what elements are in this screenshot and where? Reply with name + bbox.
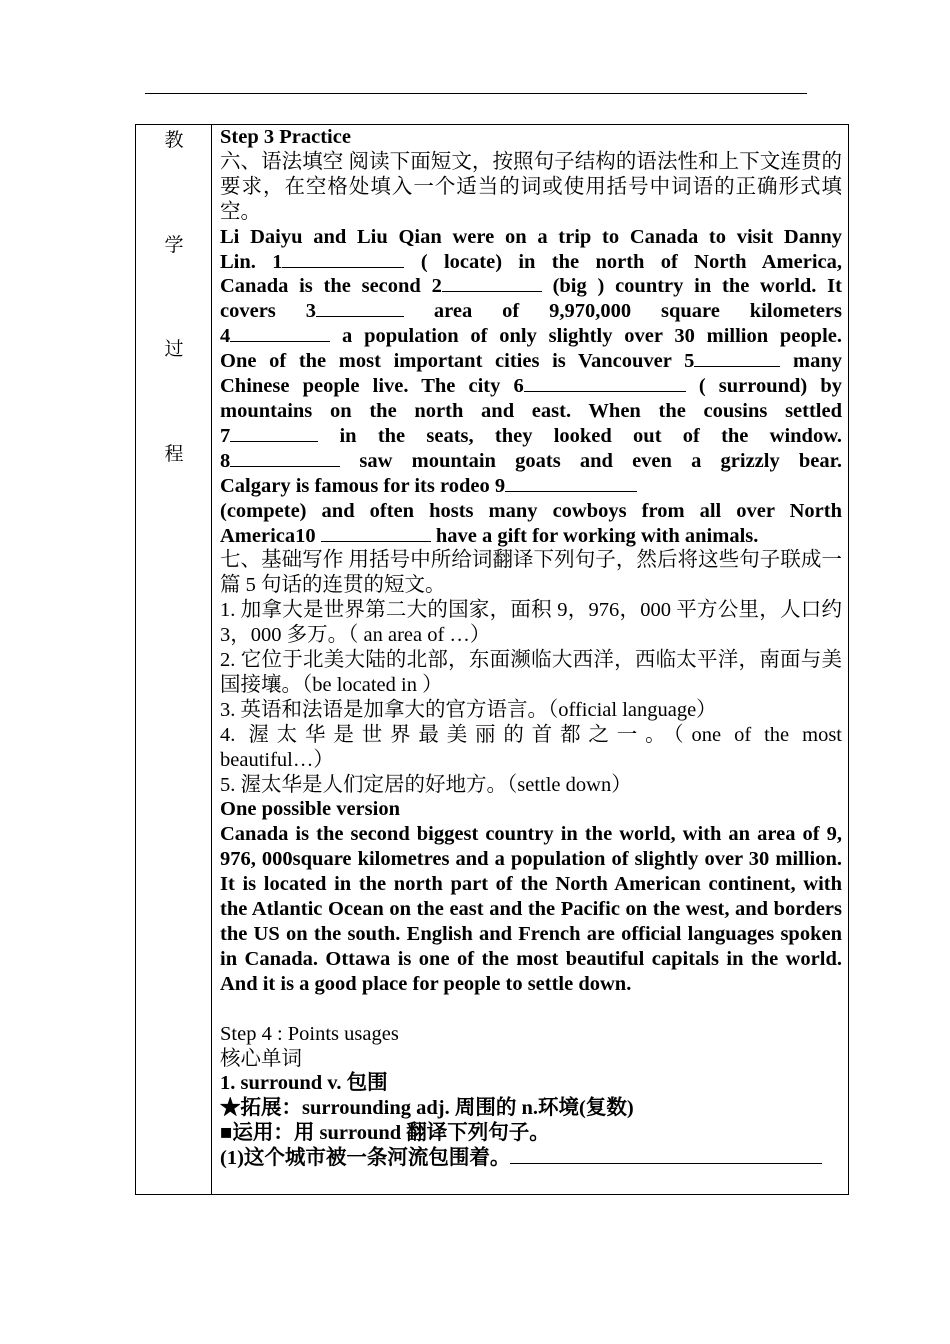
cloze-text: One of the most important cities is Vancouver 5 <box>220 350 695 373</box>
side-label-jiao: 教 <box>164 130 184 151</box>
cloze-line <box>220 524 842 549</box>
cloze-line <box>220 374 842 399</box>
cloze-line: (compete) and often hosts many cowboys from all over North <box>220 499 842 522</box>
translation-sentence-5: 5. 渥太华是人们定居的好地方。（settle down） <box>220 773 632 796</box>
cloze-line <box>220 250 842 275</box>
cloze-text: Lin. 1 <box>220 250 283 273</box>
blank-5[interactable] <box>694 349 780 367</box>
cloze-passage <box>220 225 842 549</box>
cloze-line <box>220 349 842 374</box>
version-text: Canada is the second biggest country in the world, with an area of 9, 976, 000square kilometres and a population of slightly over 30 million. It is located in the north part of the North American continent, with the Atlantic Ocean on the east and the Pacific on the west, and borders the US on the south. English and French are official languages spoken in Canada. Ottawa is one of the most beautiful capitals in the world. And it is a good place for people to settle down. <box>220 823 842 995</box>
blank-3[interactable] <box>316 299 404 317</box>
word-surround: 1. surround v. 包围 <box>220 1072 388 1095</box>
step3-heading: Step 3 Practice <box>220 126 351 148</box>
cloze-text: saw mountain goats and even a grizzly bear. <box>340 449 842 472</box>
side-label-guo: 过 <box>164 339 184 360</box>
cloze-text: (big ) country in the world. It <box>541 275 842 298</box>
application-note: ■运用：用 surround 翻译下列句子。 <box>220 1122 550 1145</box>
section6-title: 六、语法填空 阅读下面短文，按照句子结构的语法性和上下文连贯的要求，在空格处填入一个适当的词或使用括号中词语的正确形式填空。 <box>220 150 842 223</box>
translation-sentence-4-line2: beautiful…） <box>220 748 334 771</box>
header-rule <box>145 93 807 94</box>
cloze-text: America10 <box>220 524 321 547</box>
cloze-text: in the seats, they looked out of the window. <box>318 424 842 447</box>
lesson-table <box>135 124 849 1195</box>
cloze-line <box>220 324 842 349</box>
cloze-text: area of 9,970,000 square kilometers <box>403 300 842 323</box>
cloze-text: a population of only slightly over 30 million people. <box>330 325 842 348</box>
section7-title: 七、基础写作 用括号中所给词翻译下列句子，然后将这些句子联成一篇 5 句话的连贯的短文。 <box>220 549 842 597</box>
cloze-text: Chinese people live. The city 6 <box>220 375 524 398</box>
blank-2[interactable] <box>442 274 542 292</box>
cloze-text: have a gift for working with animals. <box>430 524 759 547</box>
cloze-line <box>220 424 842 449</box>
blank-9[interactable] <box>505 474 637 492</box>
cloze-text: 4 <box>220 325 231 348</box>
blank-6[interactable] <box>524 374 686 392</box>
translation-sentence-1: 1. 加拿大是世界第二大的国家，面积 9，976，000 平方公里，人口约 3，000 多万。（ an area of …） <box>220 599 842 647</box>
cloze-text: many <box>780 350 842 373</box>
core-words-heading: 核心单词 <box>220 1047 302 1070</box>
version-title: One possible version <box>220 798 400 821</box>
cloze-text: ( surround) by <box>685 375 842 398</box>
cloze-text: 7 <box>220 424 231 447</box>
exercise-1 <box>220 1146 842 1171</box>
lesson-content <box>220 125 842 1194</box>
side-label-column <box>136 125 212 1194</box>
cloze-line <box>220 474 842 499</box>
spacer <box>220 997 842 1022</box>
cloze-line: Li Daiyu and Liu Qian were on a trip to Canada to visit Danny <box>220 225 842 248</box>
cloze-text: Canada is the second 2 <box>220 275 442 298</box>
cloze-text: covers 3 <box>220 300 316 323</box>
cloze-text: ( locate) in the north of North America, <box>404 250 842 273</box>
cloze-text: 8 <box>220 449 231 472</box>
extension-note: ★拓展：surrounding adj. 周围的 n.环境(复数) <box>220 1097 634 1120</box>
cloze-line <box>220 299 842 324</box>
blank-10[interactable] <box>321 524 431 542</box>
blank-8[interactable] <box>230 449 340 467</box>
translation-sentence-4-line1: 4. 渥太华是世界最美丽的首都之一。（one of the most <box>220 723 842 746</box>
translation-sentence-2: 2. 它位于北美大陆的北部，东面濒临大西洋，西临太平洋，南面与美国接壤。（be located in ） <box>220 649 842 696</box>
cloze-line <box>220 274 842 299</box>
translation-sentence-3: 3. 英语和法语是加拿大的官方语言。（official language） <box>220 698 717 721</box>
cloze-line <box>220 449 842 474</box>
blank-1[interactable] <box>282 250 404 268</box>
side-label-xue: 学 <box>164 235 184 256</box>
step4-heading: Step 4 : Points usages <box>220 1022 399 1045</box>
exercise-1-blank[interactable] <box>510 1146 822 1164</box>
cloze-text: Calgary is famous for its rodeo 9 <box>220 474 506 497</box>
blank-4[interactable] <box>230 324 330 342</box>
cloze-line: mountains on the north and east. When the cousins settled <box>220 399 842 422</box>
exercise-1-text: (1)这个城市被一条河流包围着。 <box>220 1147 511 1170</box>
blank-7[interactable] <box>230 424 318 442</box>
side-label-cheng: 程 <box>164 444 184 465</box>
